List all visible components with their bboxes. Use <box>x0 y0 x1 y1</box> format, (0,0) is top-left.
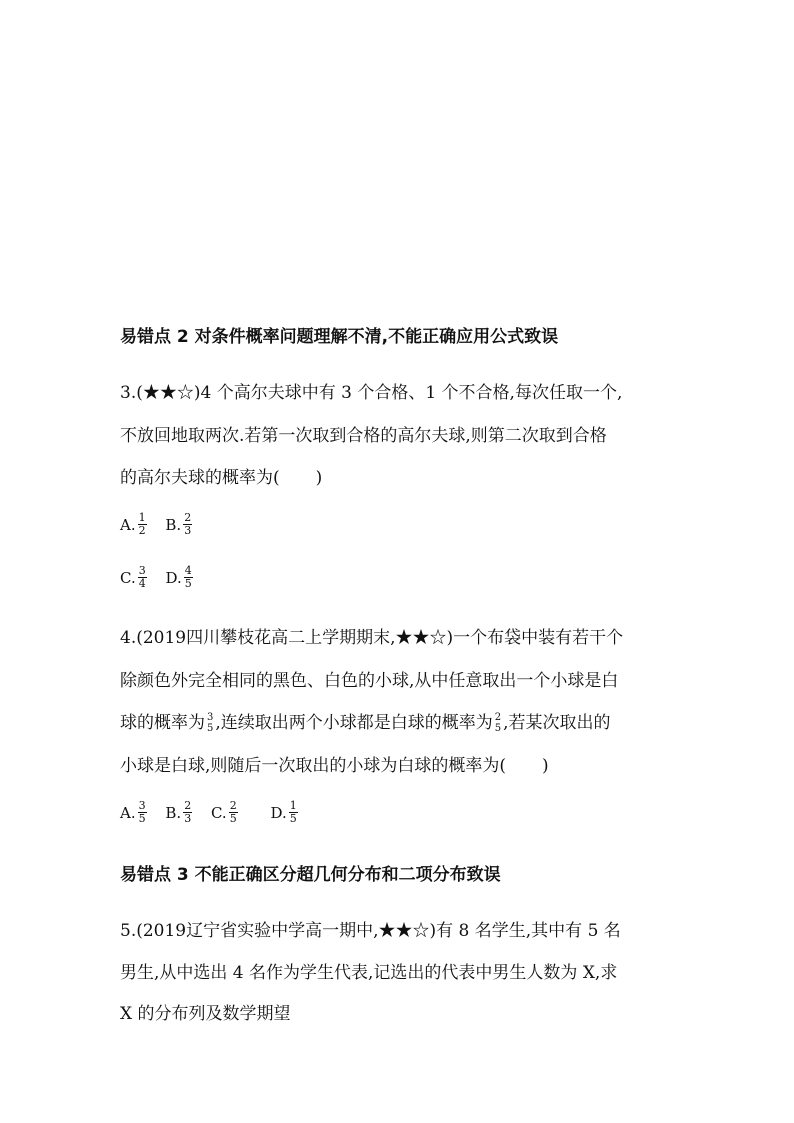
option-fraction <box>289 800 298 825</box>
close-paren: ) <box>315 468 323 488</box>
q4-option-d <box>270 800 299 825</box>
denominator: 3 <box>184 812 192 825</box>
q3-option-b <box>165 512 194 537</box>
q5-line-3: X 的分布列及数学期望 <box>120 1004 291 1024</box>
q4-option-a <box>120 800 149 825</box>
q3-line-1: 3.(★★☆)4 个高尔夫球中有 3 个合格、1 个不合格,每次任取一个, <box>120 383 623 403</box>
denominator: 5 <box>207 722 214 734</box>
numerator: 3 <box>138 564 146 577</box>
numerator: 2 <box>184 799 192 812</box>
option-label: D. <box>165 568 182 587</box>
section-heading-2: 易错点 2 对条件概率问题理解不清,不能正确应用公式致误 <box>120 327 559 347</box>
numerator: 3 <box>138 799 146 812</box>
numerator: 2 <box>184 511 192 524</box>
option-label: C. <box>210 803 227 822</box>
q4-options-row <box>120 800 312 840</box>
q4-fraction-2 <box>494 712 502 734</box>
numerator: 2 <box>229 799 237 812</box>
q4-text-b: ,连续取出两个小球都是白球的概率为 <box>215 713 493 733</box>
q4-line-4 <box>120 755 549 777</box>
numerator: 3 <box>207 711 214 723</box>
q3-stem-end: 的高尔夫球的概率为( <box>120 468 280 488</box>
q4-fraction-1 <box>206 712 214 734</box>
option-fraction <box>138 565 147 590</box>
section-heading-3: 易错点 3 不能正确区分超几何分布和二项分布致误 <box>120 865 501 885</box>
q4-text-a: 球的概率为 <box>120 713 205 733</box>
option-label: A. <box>120 803 136 822</box>
numerator: 4 <box>184 564 192 577</box>
option-label: A. <box>120 515 136 534</box>
q4-line-3 <box>120 712 611 735</box>
q4-stem-end: 小球是白球,则随后一次取出的小球为白球的概率为( <box>120 756 507 776</box>
q5-line-2: 男生,从中选出 4 名作为学生代表,记选出的代表中男生人数为 X,求 <box>120 963 618 983</box>
denominator: 3 <box>184 524 192 537</box>
denominator: 5 <box>229 812 237 825</box>
q3-option-d <box>166 565 195 590</box>
option-label: C. <box>120 568 136 587</box>
denominator: 4 <box>138 577 146 590</box>
q3-option-c <box>120 565 149 590</box>
denominator: 5 <box>138 812 146 825</box>
q3-line-2: 不放回地取两次.若第一次取到合格的高尔夫球,则第二次取到合格 <box>120 426 607 446</box>
q3-line-3 <box>120 467 322 489</box>
option-fraction <box>183 512 192 537</box>
q4-option-c <box>211 800 240 825</box>
option-fraction <box>183 800 192 825</box>
q4-line-1: 4.(2019四川攀枝花高二上学期期末,★★☆)一个布袋中装有若干个 <box>120 628 624 648</box>
option-label: B. <box>165 515 182 534</box>
q4-text-c: ,若某次取出的 <box>503 713 611 733</box>
close-paren: ) <box>542 756 549 776</box>
denominator: 5 <box>494 722 502 734</box>
numerator: 1 <box>289 799 297 812</box>
option-fraction <box>138 512 147 537</box>
q3-options-row-2 <box>120 565 207 605</box>
option-fraction <box>184 565 193 590</box>
q4-line-2: 除颜色外完全相同的黑色、白色的小球,从中任意取出一个小球是白 <box>120 671 619 691</box>
q4-option-b <box>165 800 194 825</box>
q3-options-row-1 <box>120 512 206 552</box>
option-fraction <box>229 800 238 825</box>
option-label: D. <box>270 803 287 822</box>
option-label: B. <box>165 803 182 822</box>
numerator: 1 <box>138 511 146 524</box>
numerator: 2 <box>494 711 502 723</box>
q3-option-a <box>120 512 149 537</box>
denominator: 5 <box>289 812 297 825</box>
denominator: 2 <box>138 524 146 537</box>
option-fraction <box>138 800 147 825</box>
denominator: 5 <box>184 577 192 590</box>
q5-line-1: 5.(2019辽宁省实验中学高一期中,★★☆)有 8 名学生,其中有 5 名 <box>120 921 621 941</box>
